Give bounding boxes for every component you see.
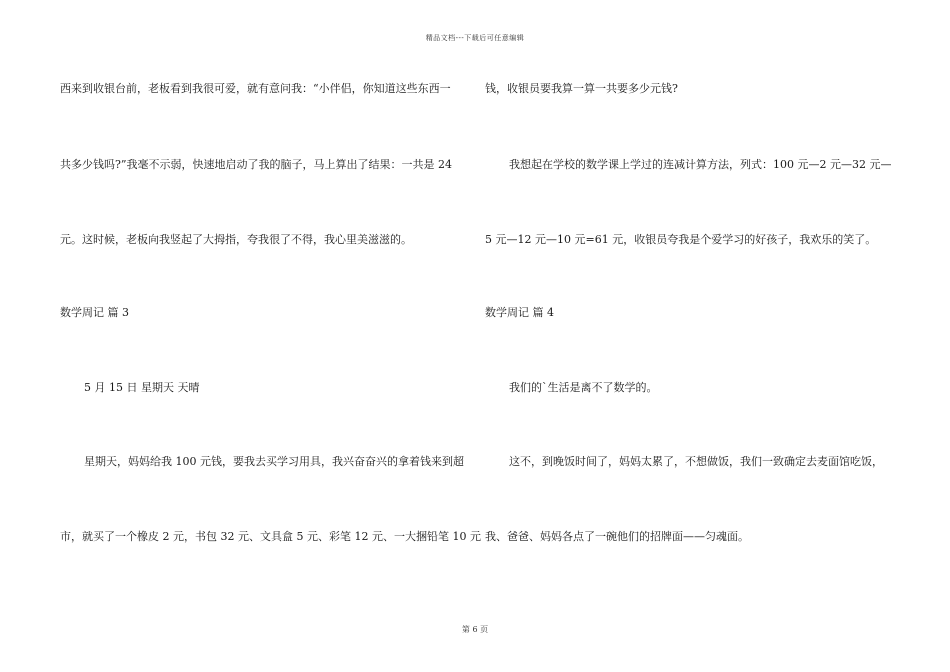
- text-line: 5 元—12 元—10 元=61 元，收银员夸我是个爱学习的好孩子，我欢乐的笑了。: [485, 233, 877, 246]
- text-line: 钱，收银员要我算一算一共要多少元钱?: [485, 82, 678, 95]
- text-line: 我、爸爸、妈妈各点了一碗他们的招牌面——匀魂面。: [485, 530, 749, 543]
- page-header: 精品文档---下载后可任意编辑: [425, 34, 525, 42]
- text-line: 共多少钱吗?”我毫不示弱，快速地启动了我的脑子，马上算出了结果：一共是 24: [60, 158, 453, 171]
- page-number: 第 6 页: [461, 625, 489, 634]
- text-line: 这不，到晚饭时间了，妈妈太累了，不想做饭，我们一致确定去麦面馆吃饭，: [509, 455, 883, 468]
- date-line: 5 月 15 日 星期天 天晴: [84, 381, 200, 394]
- text-line: 市，就买了一个橡皮 2 元，书包 32 元、文具盒 5 元、彩笔 12 元、一大捆铅笔 10 元: [60, 530, 481, 543]
- text-line: 星期天，妈妈给我 100 元钱，要我去买学习用具，我兴奋奋兴的拿着钱来到超: [84, 455, 464, 468]
- text-line: 西来到收银台前，老板看到我很可爱，就有意问我：“小伴侣，你知道这些东西一: [60, 82, 451, 95]
- text-line: 我想起在学校的数学课上学过的连减计算方法，列式：100 元—2 元—32 元—: [509, 158, 892, 171]
- text-line: 元。这时候，老板向我竖起了大拇指，夸我很了不得，我心里美滋滋的。: [60, 233, 412, 246]
- text-line: 我们的`生活是离不了数学的。: [509, 381, 658, 394]
- section-heading: 数学周记 篇 4: [485, 306, 554, 319]
- section-heading: 数学周记 篇 3: [60, 306, 129, 319]
